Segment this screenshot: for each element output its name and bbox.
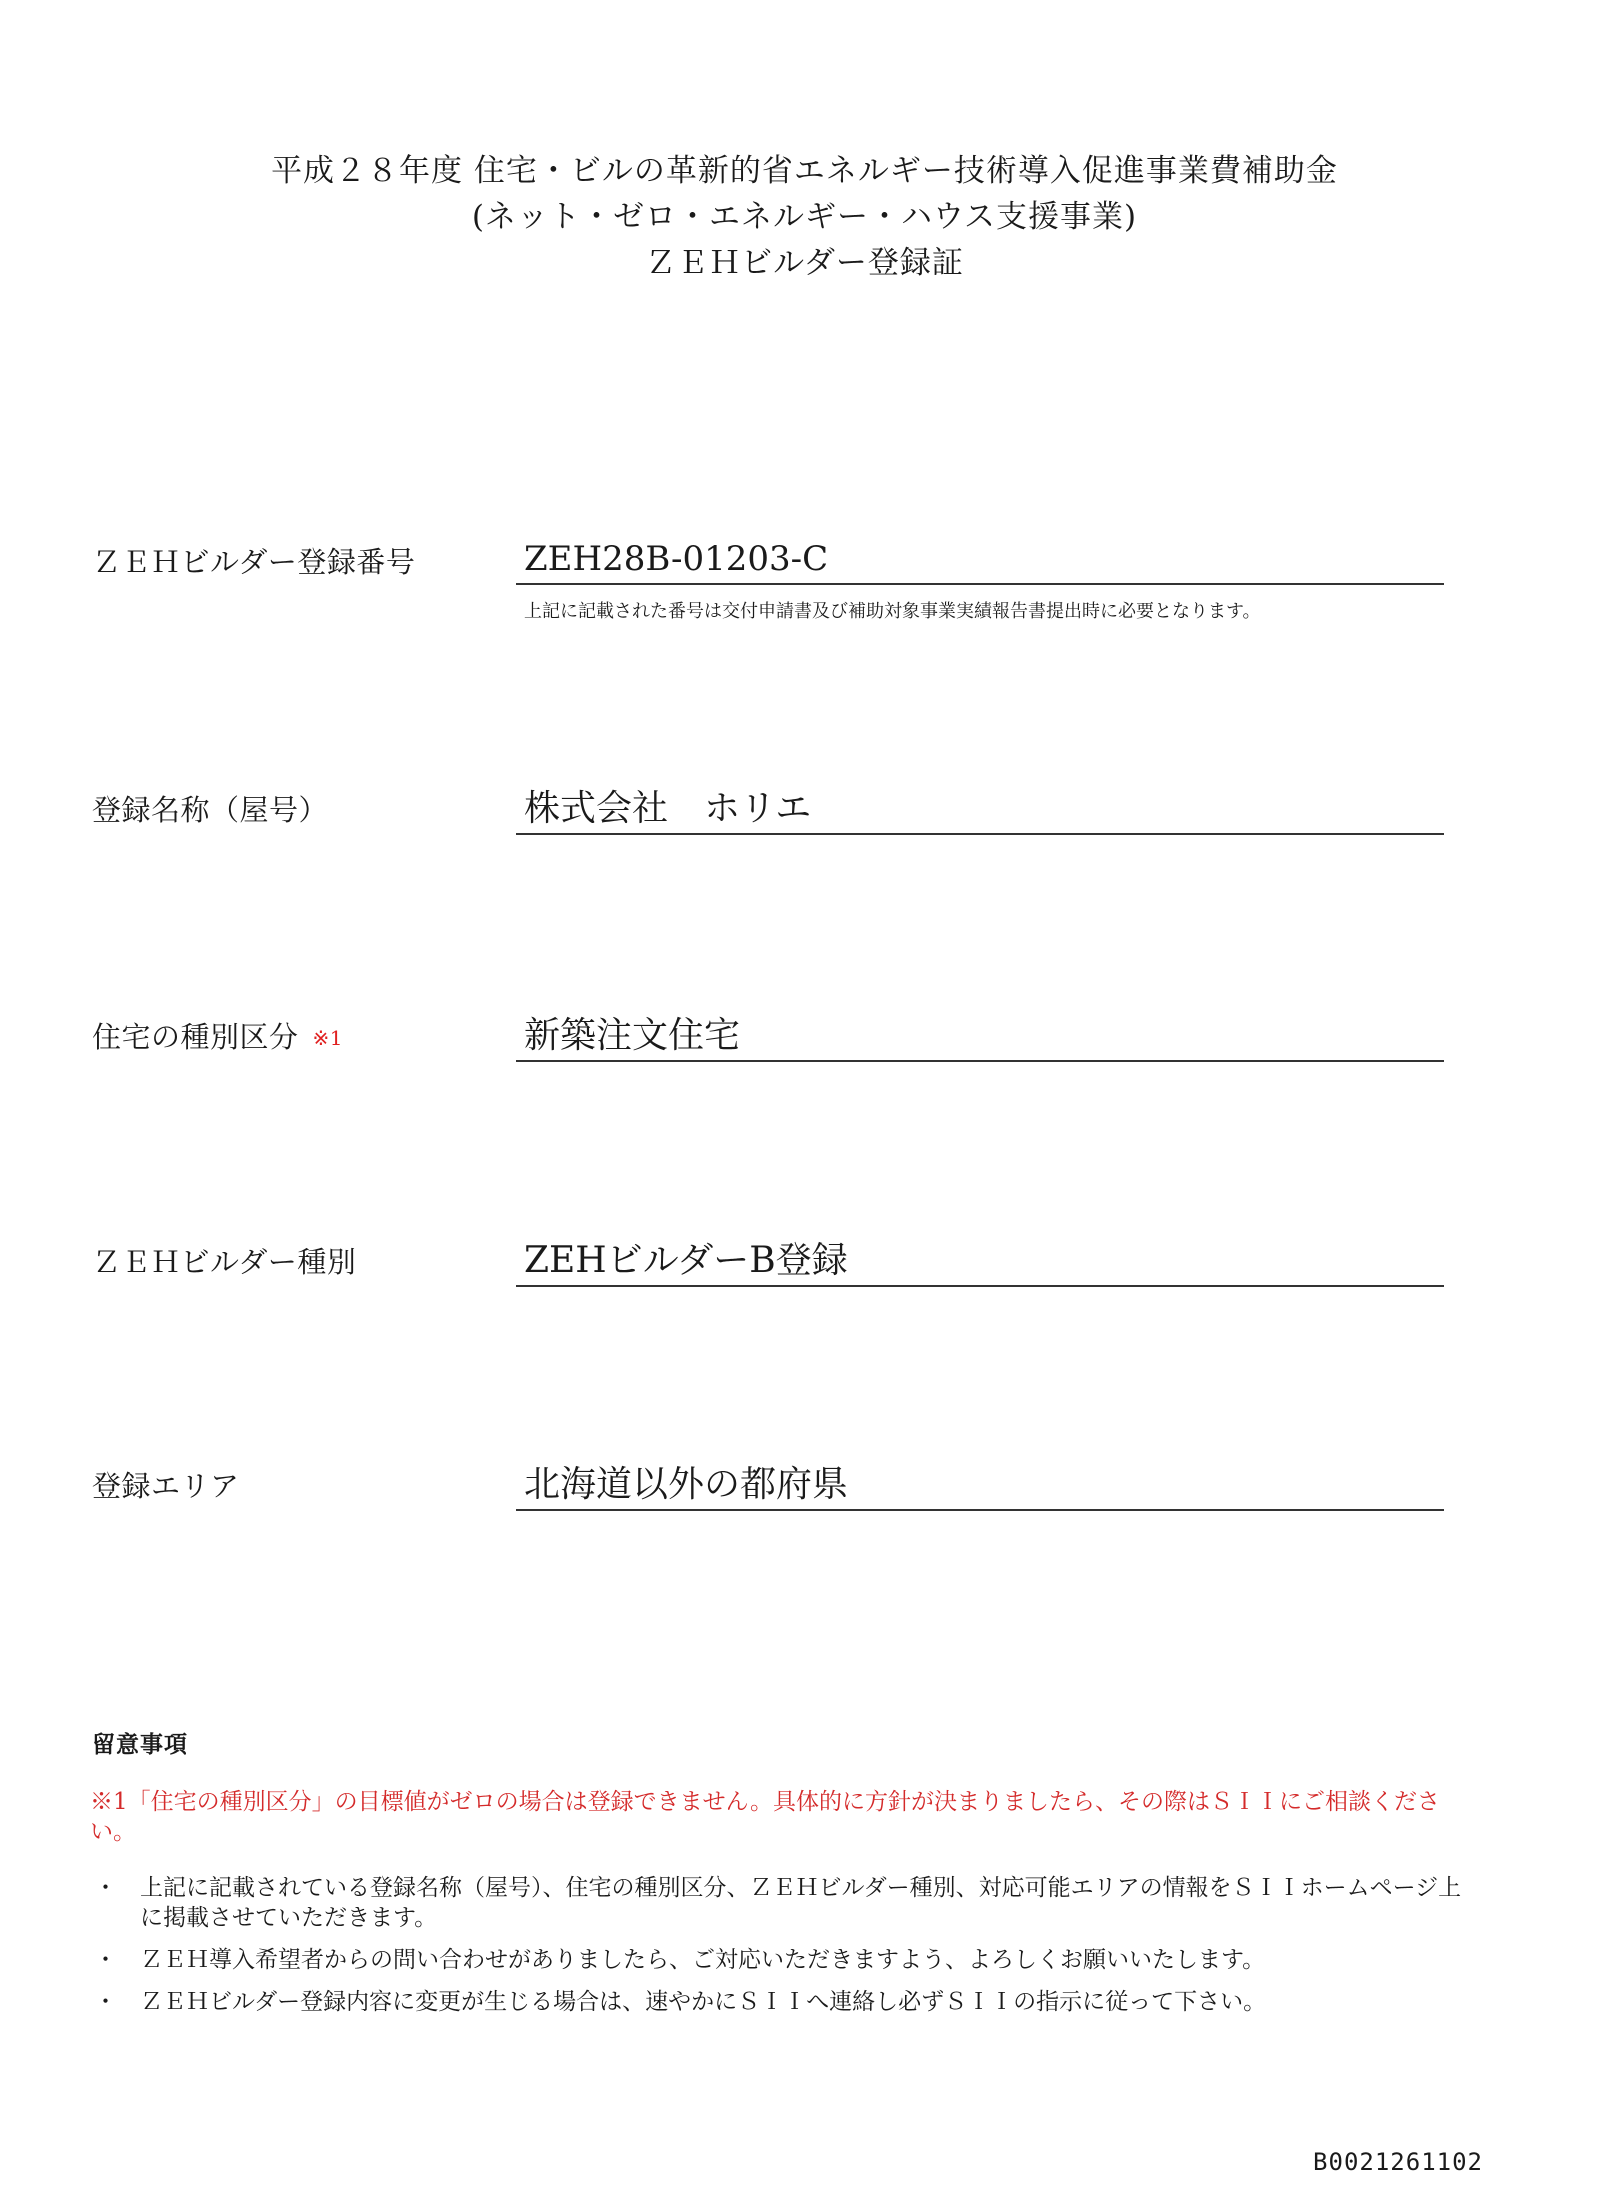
bullet-marker: ・ [94,1947,117,1973]
certificate-header [0,148,1609,286]
registration-number-label: ＺＥＨビルダー登録番号 [92,545,416,579]
housing-type-label-text: 住宅の種別区分 [92,1020,299,1054]
registered-name-label: 登録名称（屋号） [92,793,329,827]
list-item-text: ＺＥＨ導入希望者からの問い合わせがありましたら、ご対応いただきますよう、よろしくお願いいたします。 [140,1947,1266,1973]
red-footnote: ※1「住宅の種別区分」の目標値がゼロの場合は登録できません。具体的に方針が決まりましたら、その際はＳＩＩにご相談ください。 [90,1789,1441,1845]
header-program-name: (ネット・ゼロ・エネルギー・ハウス支援事業) [471,199,1138,235]
area-label: 登録エリア [92,1469,240,1503]
bullet-marker: ・ [94,1989,117,2015]
list-item [90,1945,1480,1975]
document-code: B0021261102 [1313,2148,1483,2176]
builder-type-value: ZEHビルダーB登録 [516,1237,1444,1287]
area-value: 北海道以外の都府県 [516,1461,1444,1511]
builder-type-label: ＺＥＨビルダー種別 [92,1245,357,1279]
header-subsidy-title: 平成２８年度 住宅・ビルの革新的省エネルギー技術導入促進事業費補助金 [271,153,1338,189]
registered-name-value: 株式会社 ホリエ [516,785,1444,835]
notes-title: 留意事項 [92,1731,188,1758]
bullet-marker: ・ [94,1875,117,1901]
housing-type-value: 新築注文住宅 [516,1012,1444,1062]
list-item-text: 上記に記載されている登録名称（屋号）、住宅の種別区分、ＺＥＨビルダー種別、対応可能エリアの情報をＳＩＩホームページ上に掲載させていただきます。 [140,1875,1462,1931]
footnote-mark: ※1 [312,1026,343,1050]
registration-number-value: ZEH28B-01203-C [516,535,1444,585]
list-item [90,1987,1480,2017]
registration-number-note: 上記に記載された番号は交付申請書及び補助対象事業実績報告書提出時に必要となります。 [524,601,1261,622]
notes-list [90,1873,1480,2029]
housing-type-label [92,1019,343,1056]
list-item-text: ＺＥＨビルダー登録内容に変更が生じる場合は、速やかにＳＩＩへ連絡し必ずＳＩＩの指示に従って下さい。 [140,1989,1267,2015]
header-certificate-title: ＺＥＨビルダー登録証 [645,245,964,281]
list-item [90,1873,1480,1933]
